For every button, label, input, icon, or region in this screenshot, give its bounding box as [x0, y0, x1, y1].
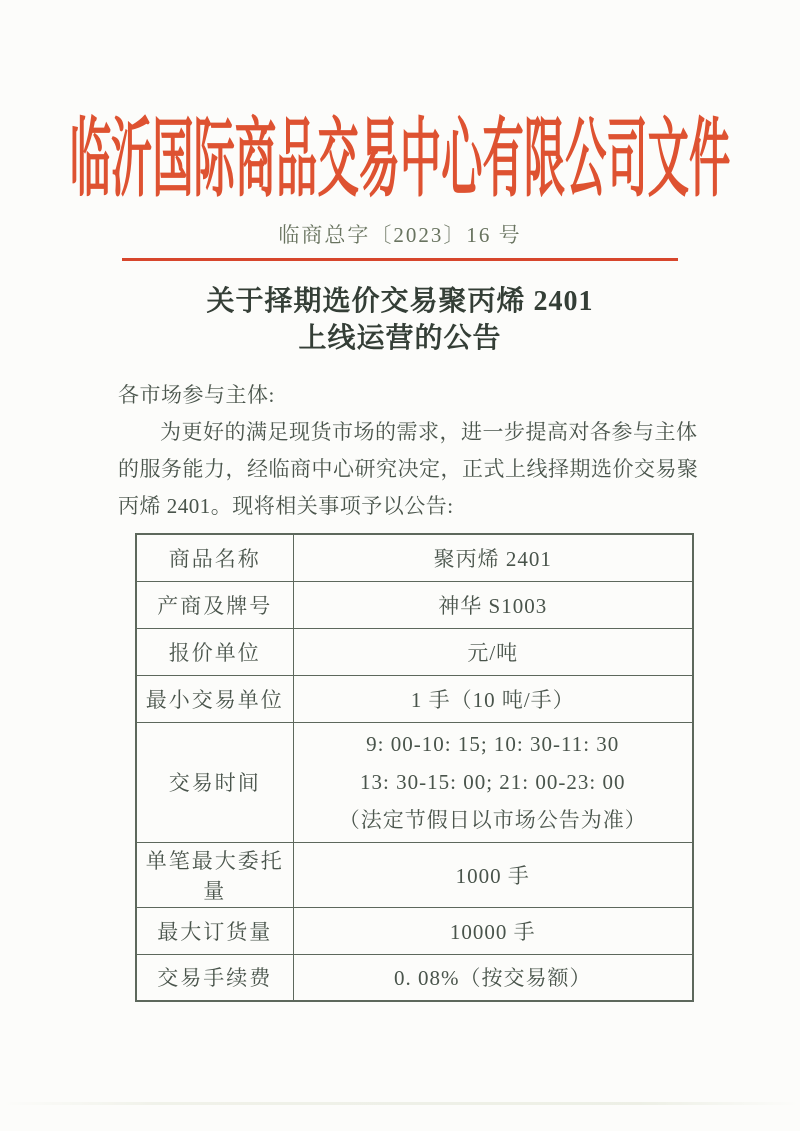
spec-row-label: 商品名称 — [136, 534, 293, 581]
table-row — [136, 628, 693, 675]
spec-row-label: 交易手续费 — [136, 954, 293, 1001]
org-header-text: 临沂国际商品交易中心有限公司文件 — [69, 111, 731, 207]
doc-title-line2: 上线运营的公告 — [298, 323, 502, 354]
body-paragraph-line: 丙烯 2401。现将相关事项予以公告: — [118, 494, 454, 518]
org-header — [0, 0, 800, 206]
table-row-trading-hours — [136, 722, 693, 842]
body-paragraph-line: 的服务能力，经临商中心研究决定，正式上线择期选价交易聚 — [118, 457, 699, 481]
spec-row-value: 神华 S1003 — [293, 581, 693, 628]
table-row — [136, 842, 693, 907]
spec-row-value: 1000 手 — [293, 842, 693, 907]
spec-row-label: 交易时间 — [136, 722, 293, 842]
table-row — [136, 954, 693, 1001]
salutation: 各市场参与主体: — [118, 383, 275, 407]
doc-title-line1: 关于择期选价交易聚丙烯 2401 — [206, 286, 594, 317]
spec-row-value: 0. 08%（按交易额） — [293, 954, 693, 1001]
table-row — [136, 907, 693, 954]
spec-row-label: 最大订货量 — [136, 907, 293, 954]
table-row — [136, 581, 693, 628]
doc-number: 临商总字〔2023〕16 号 — [278, 223, 522, 247]
scan-artifact-streak — [0, 1102, 800, 1105]
trading-hours-line: 13: 30-15: 00; 21: 00-23: 00 — [360, 770, 626, 794]
spec-row-value — [293, 722, 693, 842]
doc-title — [0, 283, 800, 357]
spec-row-value: 1 手（10 吨/手） — [293, 675, 693, 722]
spec-row-label: 单笔最大委托量 — [136, 842, 293, 907]
trading-hours-note: （法定节假日以市场公告为准） — [338, 808, 647, 832]
table-row — [136, 675, 693, 722]
body-paragraph-line: 为更好的满足现货市场的需求，进一步提高对各参与主体 — [160, 420, 698, 444]
spec-row-label: 最小交易单位 — [136, 675, 293, 722]
red-divider-rule — [122, 258, 678, 261]
trading-hours-line: 9: 00-10: 15; 10: 30-11: 30 — [366, 732, 620, 756]
spec-row-value: 10000 手 — [293, 907, 693, 954]
spec-row-label: 报价单位 — [136, 628, 293, 675]
spec-table — [135, 533, 694, 1002]
body-text — [118, 377, 699, 525]
spec-row-value: 元/吨 — [293, 628, 693, 675]
spec-row-label: 产商及牌号 — [136, 581, 293, 628]
spec-row-value: 聚丙烯 2401 — [293, 534, 693, 581]
table-row — [136, 534, 693, 581]
